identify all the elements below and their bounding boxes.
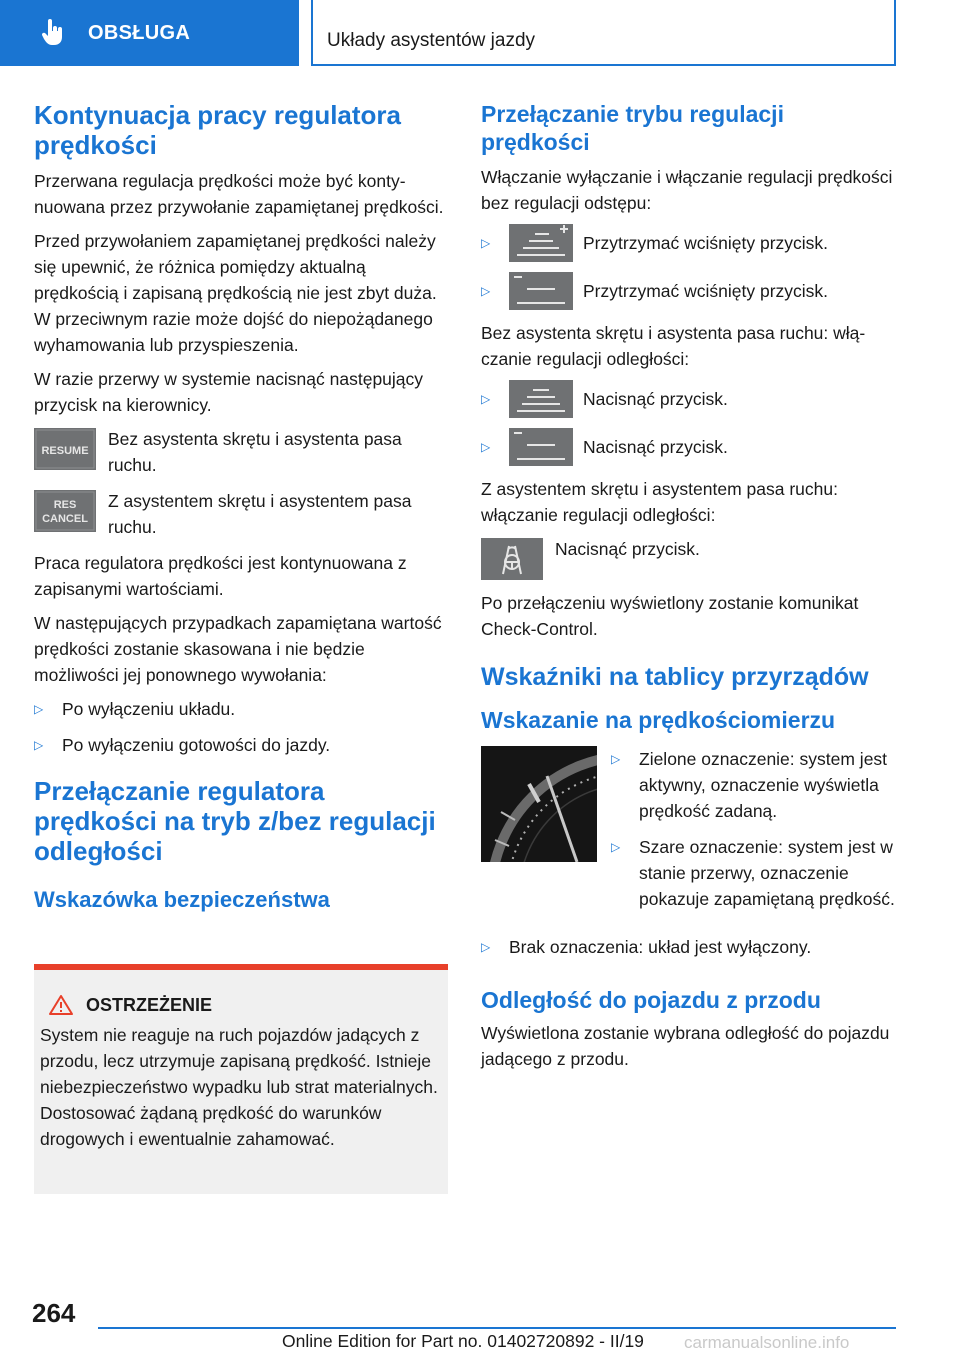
list-item bbox=[34, 696, 448, 722]
list-item-text: Przytrzymać wciśnięty przycisk. bbox=[583, 281, 829, 301]
paragraph: Po przełączeniu wyświetlony zostanie komunikat Check-Control. bbox=[481, 593, 859, 639]
rescancel-description: Z asystentem skrętu i asystentem pasa ruchu. bbox=[108, 491, 412, 537]
cancel-label: CANCEL bbox=[42, 513, 88, 525]
driving-assistant-button-icon bbox=[481, 538, 543, 580]
list-item-text: Nacisnąć przycisk. bbox=[583, 437, 728, 457]
bullet-triangle-icon: ▷ bbox=[611, 840, 621, 854]
list-item bbox=[481, 224, 895, 262]
resume-button-icon bbox=[34, 428, 96, 470]
list-item bbox=[611, 834, 895, 912]
list-item-text: Nacisnąć przycisk. bbox=[583, 389, 728, 409]
hand-pointer-icon bbox=[40, 18, 66, 48]
paragraph: Wyświetlona zostanie wybrana odległość do pojazdu jadącego z przodu. bbox=[481, 1023, 890, 1069]
left-column bbox=[34, 100, 448, 922]
heading-safety-note: Wskazówka bezpieczeństwa bbox=[34, 887, 330, 912]
list-item bbox=[611, 746, 895, 824]
distance-minus-button-icon bbox=[509, 272, 573, 310]
bullet-triangle-icon: ▷ bbox=[481, 440, 491, 454]
bullet-triangle-icon: ▷ bbox=[34, 702, 44, 716]
section-tab-label: OBSŁUGA bbox=[88, 21, 191, 44]
paragraph: Przed przywołaniem zapamiętanej prędkości należy się upewnić, że różnica pomiędzy aktualną prędkością i zapisaną prędkością nie jest zbyt duża. W przeciwnym razie może dojść do niepożądanego wyhamowania lub przyspieszenia. bbox=[34, 231, 437, 355]
warning-header bbox=[40, 994, 442, 1016]
list-item bbox=[481, 428, 895, 466]
paragraph: Włączanie wyłączanie i włączanie regulacji prędkości bez regulacji odstępu: bbox=[481, 167, 893, 213]
resume-label: RESUME bbox=[41, 445, 89, 457]
bullet-triangle-icon: ▷ bbox=[481, 236, 491, 250]
list-item bbox=[481, 380, 895, 418]
distance-levels-button-icon bbox=[509, 380, 573, 418]
list-item-text: Zielone oznaczenie: system jest aktywny, oznaczenie wyświetla prędkość zadaną. bbox=[639, 749, 888, 821]
resume-row bbox=[34, 426, 448, 478]
paragraph: Praca regulatora prędkości jest kontynuowana z zapisanymi wartościami. bbox=[34, 553, 407, 599]
heading-instrument-cluster: Wskaźniki na tablicy przyrządów bbox=[481, 663, 869, 691]
paragraph: W razie przerwy w systemie nacisnąć następujący przycisk na kierownicy. bbox=[34, 369, 424, 415]
assist-description: Nacisnąć przycisk. bbox=[555, 539, 700, 559]
footer-edition: Online Edition for Part no. 01402720892 - II/19 bbox=[282, 1331, 644, 1351]
rescancel-row bbox=[34, 488, 448, 540]
resume-description: Bez asystenta skrętu i asystenta pasa ruchu. bbox=[108, 429, 402, 475]
list-item-text: Po wyłączeniu układu. bbox=[62, 699, 236, 719]
right-column bbox=[481, 100, 895, 1080]
list-item-text: Przytrzymać wciśnięty przycisk. bbox=[583, 233, 829, 253]
distance-plus-button-icon bbox=[509, 224, 573, 262]
bullet-triangle-icon: ▷ bbox=[481, 392, 491, 406]
heading-switch-mode: Przełączanie regulatora prędkości na tryb z/bez regulacji odległości bbox=[34, 776, 436, 866]
paragraph: W następujących przypadkach zapamiętana wartość prędkości zostanie skasowana i nie będzie możliwości jej ponownego wywołania: bbox=[34, 613, 442, 685]
list-item-text: Po wyłączeniu gotowości do jazdy. bbox=[62, 735, 331, 755]
warning-title: OSTRZEŻENIE bbox=[86, 994, 213, 1015]
warning-box bbox=[34, 964, 448, 1194]
list-item-text: Brak oznaczenia: układ jest wyłączony. bbox=[509, 937, 812, 957]
speedometer-row bbox=[481, 746, 895, 922]
watermark: carmanualsonline.info bbox=[684, 1333, 850, 1352]
warning-text: System nie reaguje na ruch pojazdów jadących z przodu, lecz utrzymuje zapisaną prędkość. Istnieje niebezpieczeństwo wypadku lub strat materialnych. Dostosować żądaną prędkość do warunków drogowych i ewentualnie zahamować. bbox=[40, 1025, 438, 1149]
page-number: 264 bbox=[32, 1298, 76, 1328]
distance-toggle-button-icon bbox=[509, 428, 573, 466]
bullet-triangle-icon: ▷ bbox=[611, 752, 621, 766]
section-tab[interactable] bbox=[0, 0, 299, 66]
list-item bbox=[34, 732, 448, 758]
bullet-triangle-icon: ▷ bbox=[34, 738, 44, 752]
warning-triangle-icon bbox=[48, 994, 74, 1016]
res-cancel-button-icon bbox=[34, 490, 96, 532]
chapter-title: Układy asystentów jazdy bbox=[311, 0, 896, 66]
heading-switch-cruise-mode: Przełączanie trybu regulacji prędkości bbox=[481, 101, 784, 155]
bullet-triangle-icon: ▷ bbox=[481, 940, 491, 954]
res-label: RES bbox=[53, 499, 77, 511]
paragraph: Przerwana regulacja prędkości może być kontynuowana przez przywołanie zapamiętanej prędkości. bbox=[34, 171, 444, 217]
list-item bbox=[481, 272, 895, 310]
list-item bbox=[481, 934, 895, 960]
speedometer-image bbox=[481, 746, 597, 862]
speedometer-bullets bbox=[611, 746, 895, 922]
heading-distance: Odległość do pojazdu z przodu bbox=[481, 987, 821, 1013]
footer-divider bbox=[98, 1327, 896, 1329]
paragraph: Z asystentem skrętu i asystentem pasa ruchu: włączanie regulacji odległości: bbox=[481, 479, 838, 525]
assist-row bbox=[481, 536, 895, 580]
paragraph: Bez asystenta skrętu i asystenta pasa ruchu: włączanie regulacji odległości: bbox=[481, 323, 866, 369]
list-item-text: Szare oznaczenie: system jest w stanie przerwy, oznaczenie pokazuje zapamiętaną prędkość. bbox=[639, 837, 895, 909]
bullet-triangle-icon: ▷ bbox=[481, 284, 491, 298]
heading-continue-cruise: Kontynuacja pracy regulatora prędkości bbox=[34, 100, 401, 160]
heading-speedometer: Wskazanie na prędkościomierzu bbox=[481, 707, 836, 733]
